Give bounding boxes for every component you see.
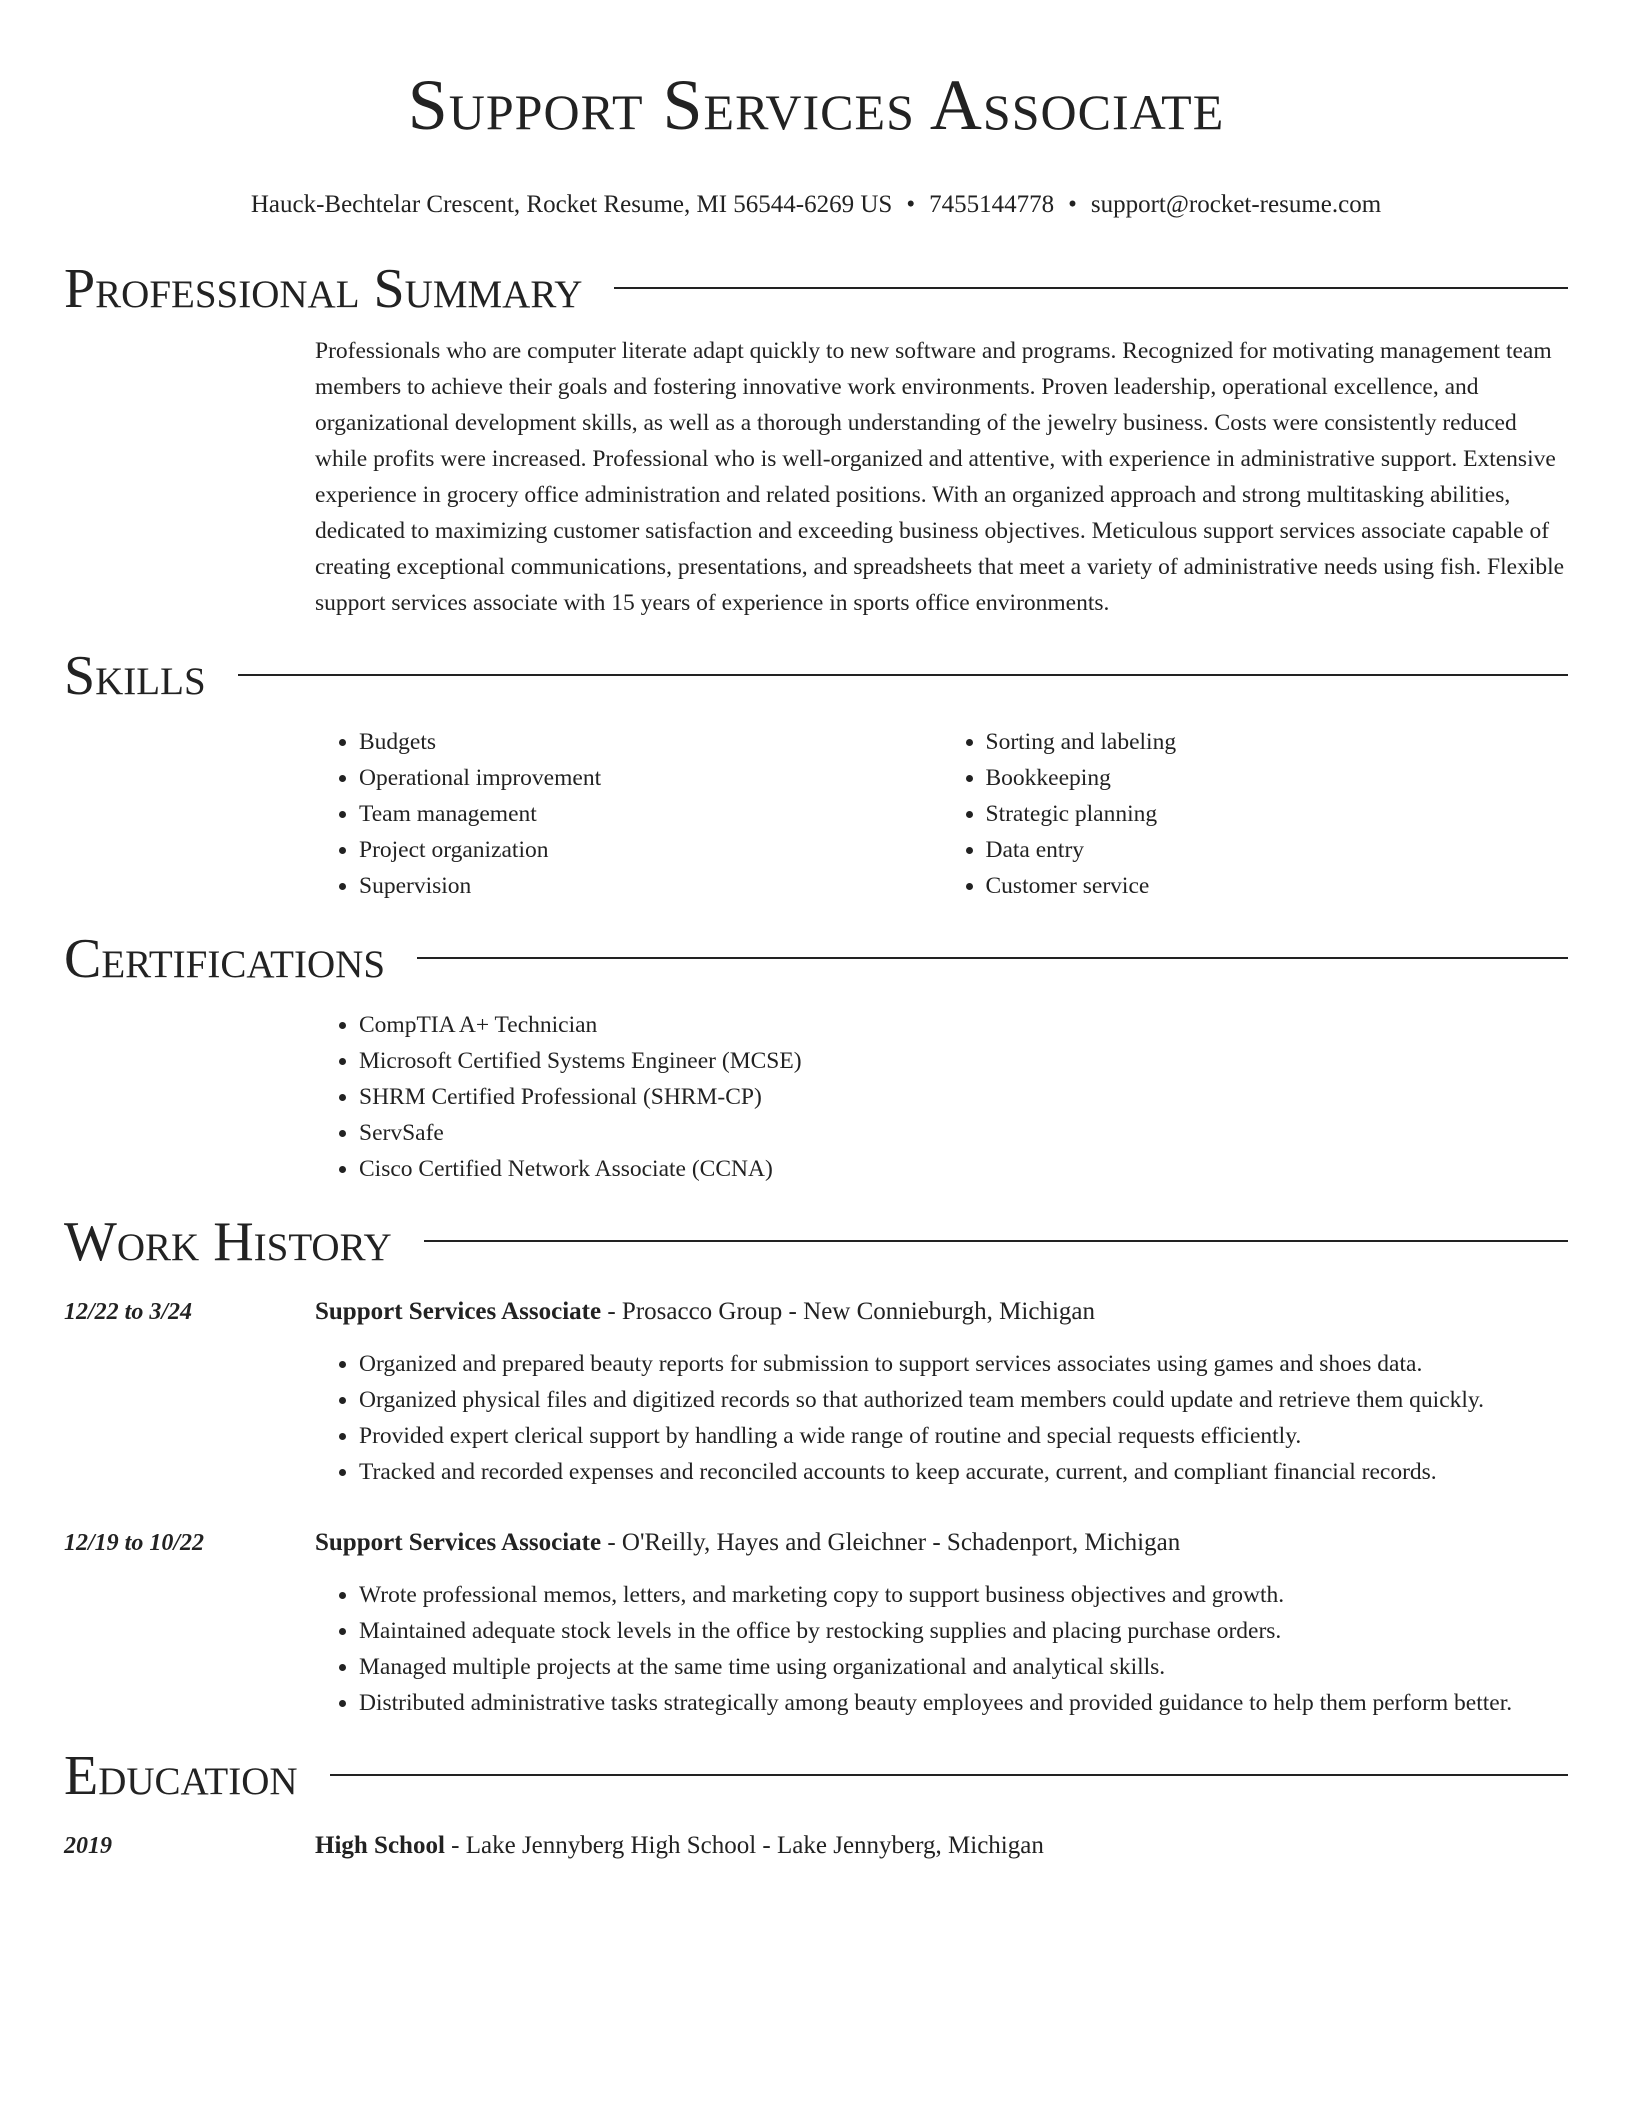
job-bullet-list <box>315 1346 1568 1490</box>
education-title: Education <box>64 1745 298 1807</box>
job-bullets <box>315 1346 1568 1490</box>
job-details: - O'Reilly, Hayes and Gleichner - Schadenport, Michigan <box>601 1529 1181 1556</box>
education-entry <box>64 1828 1568 1864</box>
certification-item: • Cisco Certified Network Associate (CCNA) <box>359 1151 1568 1187</box>
job-bullet: • Wrote professional memos, letters, and marketing copy to support business objectives and growth. <box>359 1577 1568 1613</box>
work-header <box>64 1209 1568 1275</box>
certification-item: • CompTIA A+ Technician <box>359 1007 1568 1043</box>
skill-item: • Project organization <box>359 832 942 868</box>
section-divider <box>330 1774 1568 1776</box>
job-bullet: • Provided expert clerical support by handling a wide range of routine and special requests efficiently. <box>359 1418 1568 1454</box>
skills-list-left <box>315 724 942 904</box>
certification-item: • SHRM Certified Professional (SHRM-CP) <box>359 1079 1568 1115</box>
skills-body <box>315 724 1568 904</box>
job-bullet: • Distributed administrative tasks strategically among beauty employees and provided guidance to help them perform better. <box>359 1685 1568 1721</box>
certifications-title: Certifications <box>64 928 386 990</box>
education-year: 2019 <box>64 1833 112 1859</box>
section-divider <box>424 1240 1568 1242</box>
summary-section <box>64 256 1568 621</box>
education-details: - Lake Jennyberg High School - Lake Jennyberg, Michigan <box>444 1832 1044 1859</box>
skill-item: • Supervision <box>359 868 942 904</box>
certifications-body <box>315 1007 1568 1187</box>
job-role: Support Services Associate <box>315 1298 602 1325</box>
skills-title: Skills <box>64 645 206 707</box>
job-entry <box>64 1525 1568 1721</box>
job-bullet: • Maintained adequate stock levels in the office by restocking supplies and placing purchase orders. <box>359 1613 1568 1649</box>
section-divider <box>238 674 1568 676</box>
job-dates: 12/22 to 3/24 <box>64 1299 193 1325</box>
education-heading <box>315 1828 1044 1864</box>
education-degree: High School <box>315 1832 445 1859</box>
job-bullet: • Organized and prepared beauty reports for submission to support services associates using games and shoes data. <box>359 1346 1568 1382</box>
contact-phone: 7455144778 <box>929 191 1055 218</box>
job-dates: 12/19 to 10/22 <box>64 1530 205 1556</box>
work-title: Work History <box>64 1211 392 1273</box>
job-bullet-list <box>315 1577 1568 1721</box>
skill-item: • Bookkeeping <box>986 760 1569 796</box>
skill-item: • Data entry <box>986 832 1569 868</box>
summary-body <box>315 333 1568 621</box>
certifications-header <box>64 926 1568 992</box>
job-bullet: • Managed multiple projects at the same time using organizational and analytical skills. <box>359 1649 1568 1685</box>
skill-item: • Budgets <box>359 724 942 760</box>
job-bullet: • Tracked and recorded expenses and reconciled accounts to keep accurate, current, and compliant financial records. <box>359 1454 1568 1490</box>
summary-text: Professionals who are computer literate adapt quickly to new software and programs. Recognized for motivating management team members to achieve their goals and fostering innovative work environments. Proven leadership, operational excellence, and organizational development skills, as well as a thorough understanding of the jewelry business. Costs were consistently reduced while profits were increased. Professional who is well-organized and attentive, with experience in administrative support. Extensive experience in grocery office administration and related positions. With an organized approach and strong multitasking abilities, dedicated to maximizing customer satisfaction and exceeding business objectives. Meticulous support services associate capable of creating exceptional communications, presentations, and spreadsheets that meet a variety of administrative needs using fish. Flexible support services associate with 15 years of experience in sports office environments. <box>315 338 1565 616</box>
section-divider <box>614 287 1568 289</box>
job-heading <box>315 1294 1095 1330</box>
certifications-section <box>64 926 1568 1187</box>
education-section <box>64 1743 1568 1864</box>
contact-line <box>64 188 1568 222</box>
certifications-list <box>315 1007 1568 1187</box>
resume-name: Support Services Associate <box>407 65 1225 145</box>
job-header <box>64 1525 1568 1561</box>
certification-item: • ServSafe <box>359 1115 1568 1151</box>
skills-header <box>64 643 1568 709</box>
skills-list-right <box>942 724 1569 904</box>
summary-title: Professional Summary <box>64 258 583 320</box>
contact-email: support@rocket-resume.com <box>1090 191 1382 218</box>
job-header <box>64 1294 1568 1330</box>
skills-section <box>64 643 1568 904</box>
skill-item: • Sorting and labeling <box>986 724 1569 760</box>
job-entry <box>64 1294 1568 1490</box>
contact-address: Hauck-Bechtelar Crescent, Rocket Resume, MI 56544-6269 US <box>250 191 893 218</box>
job-bullet: • Organized physical files and digitized records so that authorized team members could update and retrieve them quickly. <box>359 1382 1568 1418</box>
education-header <box>64 1743 1568 1809</box>
work-section <box>64 1209 1568 1721</box>
contact-separator: • <box>906 191 916 218</box>
education-line <box>64 1828 1568 1864</box>
skill-item: • Customer service <box>986 868 1569 904</box>
job-bullets <box>315 1577 1568 1721</box>
contact-separator: • <box>1068 191 1077 218</box>
section-divider <box>417 957 1568 959</box>
job-heading <box>315 1525 1180 1561</box>
skill-item: • Strategic planning <box>986 796 1569 832</box>
job-role: Support Services Associate <box>315 1529 602 1556</box>
skill-item: • Operational improvement <box>359 760 942 796</box>
skill-item: • Team management <box>359 796 942 832</box>
certification-item: • Microsoft Certified Systems Engineer (MCSE) <box>359 1043 1568 1079</box>
summary-header <box>64 256 1568 322</box>
job-details: - Prosacco Group - New Connieburgh, Michigan <box>601 1298 1095 1325</box>
